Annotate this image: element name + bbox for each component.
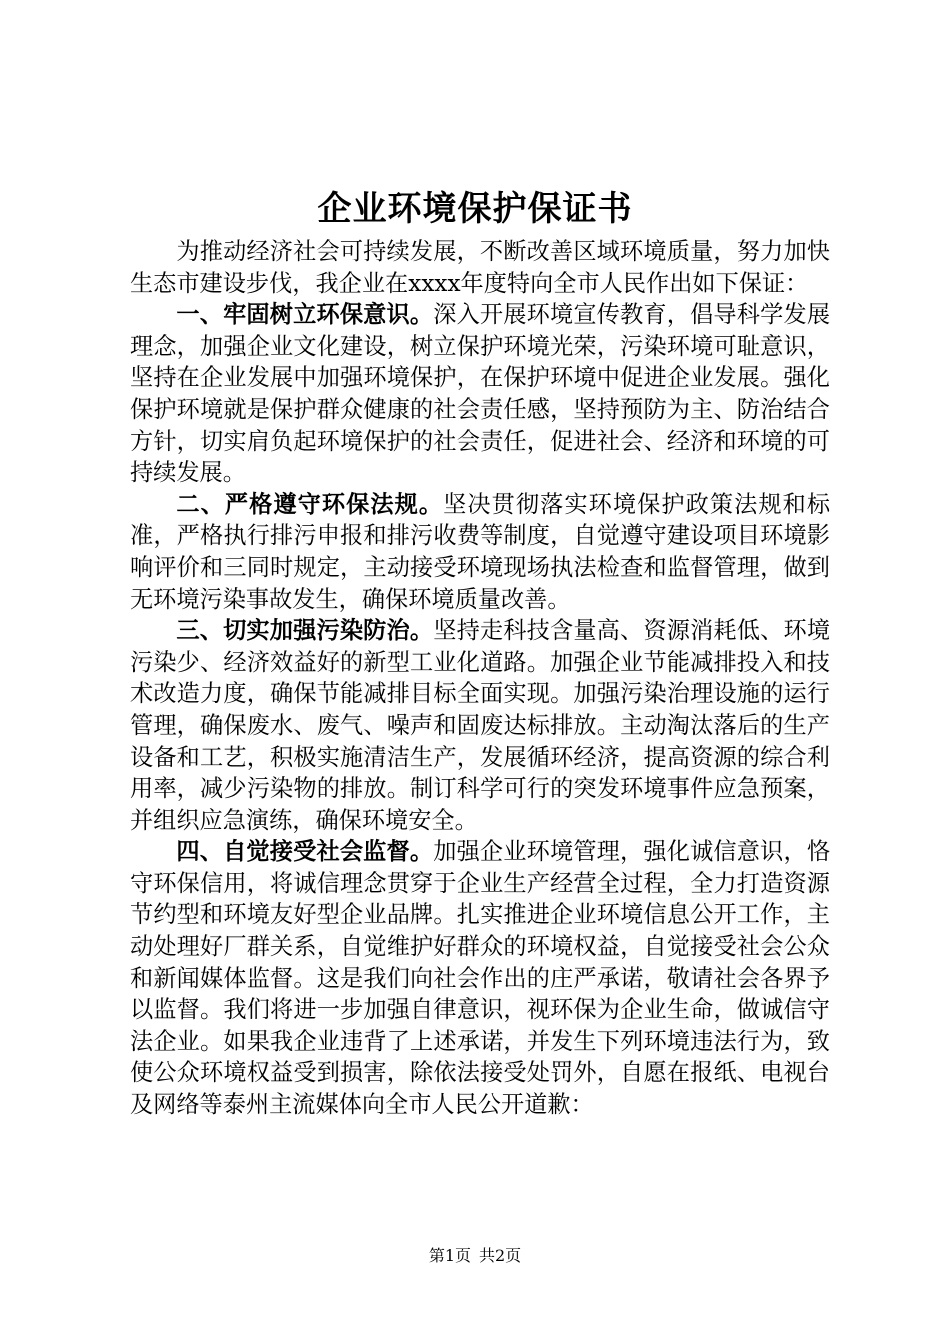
section-text-3: 坚持走科技含量高、资源消耗低、环境污染少、经济效益好的新型工业化道路。加强企业节能减排投入和技术改造力度，确保节能减排目标全面实现。加强污染治理设施的运行管理，确保废水、废气、噪声和固废达标排放。主动淘汰落后的生产设备和工艺，积极实施清洁生产，发展循环经济，提高资源的综合利用率，减少污染物的排放。制订科学可行的突发环境事件应急预案，并组织应急演练，确保环境安全。 [130, 617, 831, 834]
page-total: 共2页 [479, 1246, 522, 1265]
page-footer [0, 1245, 950, 1267]
section-paragraph-1 [130, 299, 830, 489]
section-text-2: 坚决贯彻落实环境保护政策法规和标准，严格执行排污申报和排污收费等制度，自觉遵守建设项目环境影响评价和三同时规定，主动接受环境现场执法检查和监督管理，做到无环境污染事故发生，确保环境质量改善。 [130, 490, 831, 613]
section-heading-1: 一、牢固树立环保意识。 [176, 301, 434, 329]
section-text-1: 深入开展环境宣传教育，倡导科学发展理念，加强企业文化建设，树立保护环境光荣，污染环境可耻意识，坚持在企业发展中加强环境保护，在保护环境中促进企业发展。强化保护环境就是保护群众健康的社会责任感，坚持预防为主、防治结合方针，切实肩负起环境保护的社会责任，促进社会、经济和环境的可持续发展。 [130, 301, 831, 487]
section-paragraph-4 [130, 836, 830, 1120]
section-heading-4: 四、自觉接受社会监督。 [176, 838, 434, 866]
intro-paragraph: 为推动经济社会可持续发展，不断改善区域环境质量，努力加快生态市建设步伐，我企业在xxxx年度特向全市人民作出如下保证： [130, 238, 830, 297]
section-paragraph-2 [130, 489, 830, 615]
section-heading-2: 二、严格遵守环保法规。 [176, 490, 444, 518]
document-title: 企业环境保护保证书 [317, 189, 633, 229]
page-number: 第1页 [428, 1246, 471, 1265]
section-paragraph-3 [130, 615, 830, 836]
section-heading-3: 三、切实加强污染防治。 [176, 617, 434, 645]
document-body [130, 236, 830, 1121]
section-text-4: 加强企业环境管理，强化诚信意识，恪守环保信用，将诚信理念贯穿于企业生产经营全过程，全力打造资源节约型和环境友好型企业品牌。扎实推进企业环境信息公开工作，主动处理好厂群关系，自觉维护好群众的环境权益，自觉接受社会公众和新闻媒体监督。这是我们向社会作出的庄严承诺，敬请社会各界予以监督。我们将进一步加强自律意识，视环保为企业生命，做诚信守法企业。如果我企业违背了上述承诺，并发生下列环境违法行为，致使公众环境权益受到损害，除依法接受处罚外，自愿在报纸、电视台及网络等泰州主流媒体向全市人民公开道歉： [130, 838, 831, 1119]
